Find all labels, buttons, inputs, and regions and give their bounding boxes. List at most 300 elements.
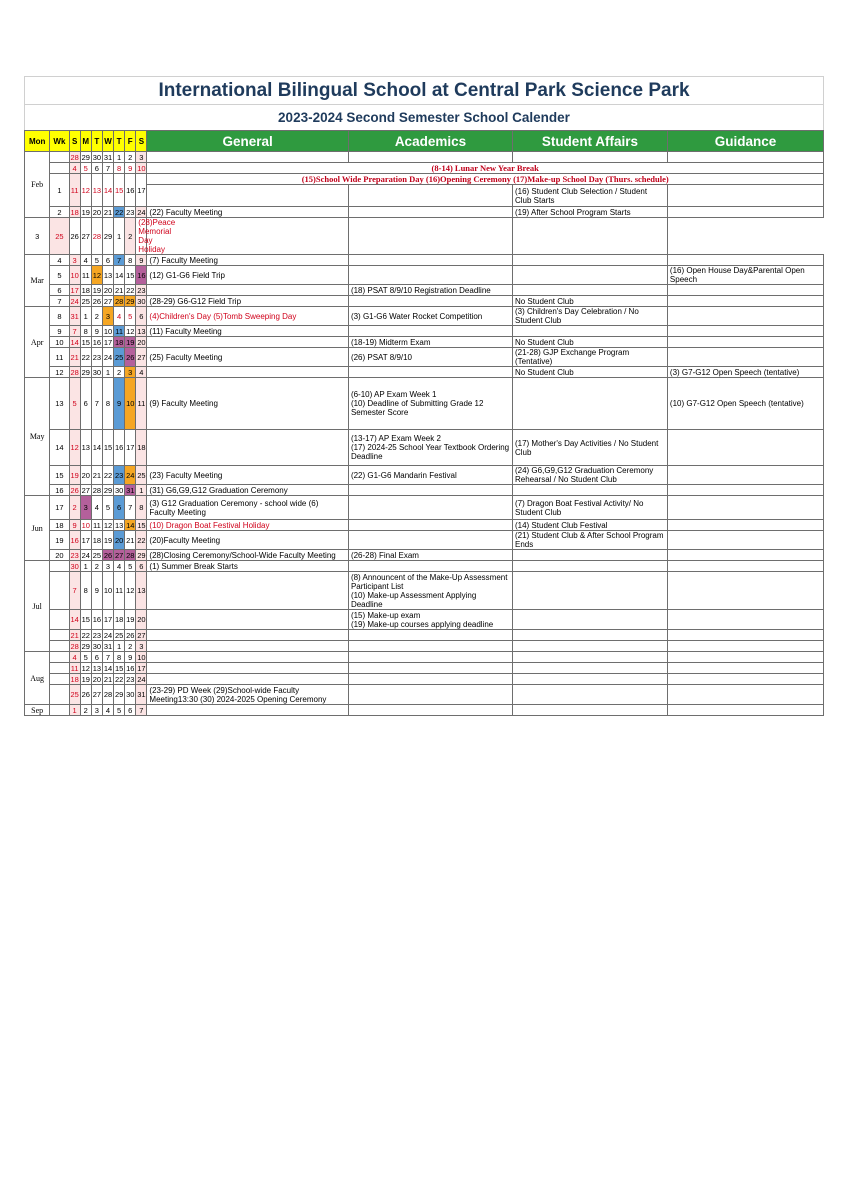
day-cell: 4 (91, 496, 102, 520)
day-cell: 17 (70, 285, 79, 295)
general-event (147, 663, 349, 674)
week-number (50, 641, 69, 652)
day-cell: 23 (137, 285, 146, 295)
day-cell: 21 (114, 285, 124, 295)
academics-event-text: (10) Deadline of Submitting Grade 12 Semester Score (350, 399, 484, 417)
day-cell: 7 (69, 572, 80, 610)
academics-event (348, 255, 512, 266)
calendar-body (25, 152, 824, 716)
academics-event-text: (10) Make-up Assessment Applying Deadline (350, 590, 477, 609)
day-cell: 16 (91, 610, 102, 630)
student-affairs-event-text: No Student Club (514, 367, 574, 377)
day-cell: 31 (126, 485, 135, 495)
general-event (147, 641, 349, 652)
day-cell: 17 (137, 663, 146, 673)
day-cell: 11 (69, 174, 80, 207)
guidance-event (667, 674, 823, 685)
academics-event (348, 326, 512, 337)
day-cell: 18 (136, 430, 147, 466)
column-header-guidance: Guidance (667, 131, 823, 152)
day-cell: 17 (103, 337, 113, 347)
column-header-week: Wk (50, 131, 69, 152)
day-cell: 28 (114, 296, 124, 306)
table-row (25, 218, 824, 255)
student-affairs-event-text: (7) Dragon Boat Festival Activity/ No Student Club (514, 498, 644, 517)
day-cell: 20 (137, 337, 146, 347)
week-number (50, 705, 69, 716)
general-event-text: (4)Children's Day (5)Tomb Sweeping Day (149, 311, 297, 321)
week-number: 11 (50, 348, 69, 367)
student-affairs-event-text: (17) Mother's Day Activities / No Student Club (514, 438, 659, 457)
general-event (147, 466, 349, 485)
day-cell: 11 (92, 520, 101, 530)
day-cell: 2 (114, 367, 125, 378)
student-affairs-event (512, 610, 667, 630)
student-affairs-event-text: No Student Club (514, 296, 574, 306)
general-event-text: (10) Dragon Boat Festival Holiday (149, 520, 270, 530)
day-cell: 29 (103, 485, 113, 495)
day-cell: 23 (70, 550, 79, 560)
day-cell: 27 (81, 485, 90, 495)
academics-event (348, 610, 512, 630)
day-cell: 4 (102, 705, 113, 716)
day-cell: 28 (102, 685, 113, 705)
day-cell: 28 (70, 152, 79, 162)
table-row (25, 663, 824, 674)
week-number: 2 (50, 207, 69, 218)
guidance-event (667, 641, 823, 652)
week-number: 9 (50, 326, 69, 337)
academics-event-text: (22) G1-G6 Mandarin Festival (350, 470, 457, 480)
day-cell: 17 (80, 531, 91, 550)
day-cell: 1 (80, 307, 91, 326)
day-cell: 18 (81, 285, 90, 295)
academics-event (348, 630, 512, 641)
academics-event (348, 152, 512, 163)
student-affairs-event-text: (19) After School Program Starts (514, 207, 631, 217)
day-cell: 19 (125, 610, 136, 630)
day-cell: 22 (114, 674, 124, 684)
day-cell: 19 (81, 674, 90, 684)
table-row (25, 674, 824, 685)
academics-event (348, 496, 512, 520)
student-affairs-event (512, 307, 667, 326)
general-event (147, 652, 349, 663)
day-cell: 21 (91, 466, 102, 485)
day-cell: 5 (80, 652, 91, 663)
column-header-day: M (80, 131, 91, 152)
student-affairs-event (512, 430, 667, 466)
day-cell: 31 (69, 307, 80, 326)
day-cell: 17 (136, 174, 147, 207)
day-cell: 12 (69, 430, 80, 466)
day-cell: 3 (125, 367, 136, 378)
academics-event (348, 337, 512, 348)
day-cell: 4 (114, 307, 125, 326)
general-event (147, 285, 349, 296)
day-cell: 21 (103, 674, 113, 684)
guidance-event-text: (16) Open House Day&Parental Open Speech (669, 266, 805, 284)
day-cell: 28 (70, 367, 79, 377)
week-number (50, 163, 69, 174)
day-cell: 16 (126, 663, 135, 673)
day-cell: 10 (125, 378, 136, 430)
table-row (25, 466, 824, 485)
day-cell: 23 (91, 348, 102, 367)
student-affairs-event (512, 685, 667, 705)
general-event (147, 326, 349, 337)
month-label: Jul (25, 561, 50, 652)
student-affairs-event (512, 572, 667, 610)
day-cell: 4 (136, 367, 147, 378)
day-cell: 21 (125, 531, 136, 550)
day-cell: 30 (70, 561, 79, 571)
month-label: Sep (25, 705, 50, 716)
academics-event (147, 218, 349, 255)
day-cell: 25 (50, 218, 69, 255)
student-affairs-event (512, 296, 667, 307)
day-cell: 15 (102, 430, 113, 466)
academics-event (348, 685, 512, 705)
general-event (147, 348, 349, 367)
day-cell: 3 (136, 641, 147, 652)
guidance-event (667, 561, 823, 572)
table-row (25, 485, 824, 496)
guidance-event (667, 485, 823, 496)
day-cell: 12 (91, 266, 102, 285)
day-cell: 18 (70, 674, 79, 684)
week-number: 10 (50, 337, 69, 348)
day-cell: 21 (103, 207, 113, 217)
day-cell: 8 (80, 572, 91, 610)
day-cell: 10 (102, 572, 113, 610)
day-cell: 12 (81, 663, 90, 673)
day-cell: 24 (70, 296, 79, 306)
day-cell: 23 (114, 466, 125, 485)
day-cell: 28 (126, 550, 135, 560)
guidance-event (667, 610, 823, 630)
general-event (147, 572, 349, 610)
guidance-event-text: (3) G7-G12 Open Speech (tentative) (669, 367, 800, 377)
day-cell: 29 (81, 641, 90, 651)
guidance-event (667, 550, 823, 561)
day-cell: 27 (91, 685, 102, 705)
academics-event (348, 705, 512, 716)
guidance-event (667, 466, 823, 485)
student-affairs-event (512, 520, 667, 531)
general-event (136, 218, 176, 255)
day-cell: 30 (92, 152, 102, 162)
column-header-day: S (69, 131, 80, 152)
day-cell: 22 (102, 466, 113, 485)
day-cell: 14 (103, 663, 113, 673)
day-cell: 19 (92, 285, 102, 295)
student-affairs-event (512, 466, 667, 485)
general-event (147, 520, 349, 531)
general-event-text: (11) Faculty Meeting (149, 326, 222, 336)
day-cell: 23 (126, 207, 135, 217)
academics-event-text: (26) PSAT 8/9/10 (350, 352, 413, 362)
week-number: 18 (50, 520, 69, 531)
guidance-event (667, 520, 823, 531)
table-row (25, 285, 824, 296)
general-event-text: (23) Faculty Meeting (149, 470, 223, 480)
general-event (147, 630, 349, 641)
general-event (147, 367, 349, 378)
day-cell: 29 (126, 296, 135, 306)
day-cell: 17 (125, 430, 136, 466)
academics-event (348, 285, 512, 296)
day-cell: 12 (125, 572, 136, 610)
general-event (147, 207, 349, 218)
guidance-event (667, 652, 823, 663)
day-cell: 11 (70, 663, 79, 673)
day-cell: 18 (114, 610, 125, 630)
day-cell: 9 (91, 326, 102, 337)
guidance-event (667, 496, 823, 520)
table-row (25, 641, 824, 652)
week-number: 1 (50, 174, 69, 207)
day-cell: 5 (125, 307, 136, 326)
day-cell: 20 (136, 610, 147, 630)
day-cell: 12 (80, 174, 91, 207)
day-cell: 21 (70, 630, 79, 640)
day-cell: 26 (70, 485, 79, 495)
table-row (25, 266, 824, 285)
academics-event-text: (13-17) AP Exam Week 2 (350, 434, 441, 443)
day-cell: 2 (91, 561, 102, 572)
student-affairs-event-text: No Student Club (514, 337, 574, 347)
day-cell: 15 (80, 610, 91, 630)
general-event (147, 307, 349, 326)
day-cell: 27 (80, 218, 91, 255)
table-row (25, 307, 824, 326)
week-number: 20 (50, 550, 69, 561)
page-subtitle: 2023-2024 Second Semester School Calender (24, 104, 824, 130)
day-cell: 1 (69, 705, 80, 716)
day-cell: 28 (70, 641, 79, 651)
general-event-text: (1) Summer Break Starts (149, 561, 238, 571)
academics-event (348, 520, 512, 531)
week-number: 16 (50, 485, 69, 496)
guidance-event (512, 218, 667, 255)
day-cell: 5 (125, 561, 136, 572)
week-number: 7 (50, 296, 69, 307)
day-cell: 13 (102, 266, 113, 285)
day-cell: 30 (92, 641, 102, 651)
student-affairs-event (512, 531, 667, 550)
academics-event-text: (8) Announcent of the Make-Up Assessment Participant List (350, 572, 508, 591)
day-cell: 14 (70, 337, 79, 347)
day-cell: 28 (91, 218, 102, 255)
table-row (25, 152, 824, 163)
day-cell: 2 (91, 307, 102, 326)
day-cell: 26 (69, 218, 80, 255)
guidance-event (667, 185, 823, 207)
day-cell: 4 (69, 163, 80, 174)
general-event (147, 496, 349, 520)
general-event-text: (28-29) G6-G12 Field Trip (149, 296, 242, 306)
day-cell: 11 (115, 326, 123, 336)
general-event-text: (25) Faculty Meeting (149, 352, 223, 362)
day-cell: 8 (80, 326, 91, 337)
day-cell: 16 (69, 531, 80, 550)
calendar-sheet (24, 76, 824, 716)
day-cell: 26 (125, 348, 136, 367)
day-cell: 11 (114, 572, 125, 610)
academics-event (348, 430, 512, 466)
day-cell: 27 (103, 296, 113, 306)
day-cell: 25 (114, 348, 125, 367)
day-cell: 1 (114, 152, 125, 163)
week-number (50, 630, 69, 641)
day-cell: 6 (91, 652, 102, 663)
general-event (147, 531, 349, 550)
table-row (25, 531, 824, 550)
day-cell: 13 (114, 520, 124, 530)
day-cell: 27 (137, 630, 146, 640)
week-number (50, 652, 69, 663)
day-cell: 13 (136, 572, 147, 610)
day-cell: 22 (126, 285, 135, 295)
week-number (50, 152, 69, 163)
week-number (50, 610, 69, 630)
day-cell: 6 (136, 561, 147, 572)
table-row (25, 296, 824, 307)
table-row (25, 685, 824, 705)
day-cell: 11 (136, 378, 147, 430)
column-header-month: Mon (25, 131, 50, 152)
table-row (25, 652, 824, 663)
academics-event (348, 307, 512, 326)
general-event (147, 185, 349, 207)
student-affairs-event (512, 705, 667, 716)
day-cell: 14 (102, 174, 113, 207)
day-cell: 3 (69, 255, 80, 266)
student-affairs-event (512, 641, 667, 652)
day-cell: 13 (80, 430, 91, 466)
day-cell: 3 (136, 152, 147, 163)
day-cell: 24 (103, 630, 113, 640)
guidance-event (667, 367, 823, 378)
table-row (25, 337, 824, 348)
academics-event-text: (15) Make-up exam (350, 610, 421, 620)
table-row (25, 174, 824, 185)
span-event: (8-14) Lunar New Year Break (147, 163, 824, 174)
column-header-student-affairs: Student Affairs (512, 131, 667, 152)
column-header-academics: Academics (348, 131, 512, 152)
student-affairs-event-text: (21-28) GJP Exchange Program (Tentative) (514, 348, 630, 366)
day-cell: 25 (69, 685, 80, 705)
week-number: 5 (50, 266, 69, 285)
academics-event (348, 550, 512, 561)
guidance-event (667, 296, 823, 307)
day-cell: 20 (92, 674, 102, 684)
day-cell: 21 (69, 348, 80, 367)
student-affairs-event-text: (21) Student Club & After School Program Ends (514, 531, 664, 549)
day-cell: 9 (114, 378, 125, 430)
academics-event (348, 652, 512, 663)
academics-event (348, 207, 512, 218)
day-cell: 6 (80, 378, 91, 430)
student-affairs-event (348, 218, 512, 255)
week-number (50, 685, 69, 705)
general-event-text: (7) Faculty Meeting (149, 255, 218, 265)
day-cell: 3 (102, 307, 113, 326)
academics-event-text: (19) Make-up courses applying deadline (350, 619, 494, 629)
week-number: 8 (50, 307, 69, 326)
general-event-text: (28)Peace Memorial Day Holiday (138, 218, 176, 254)
general-event (147, 674, 349, 685)
column-header-day: T (114, 131, 125, 152)
week-number: 13 (50, 378, 69, 430)
table-row (25, 430, 824, 466)
day-cell: 7 (136, 705, 147, 716)
day-cell: 25 (81, 296, 90, 306)
month-label: May (25, 378, 50, 496)
page-title: International Bilingual School at Central Park Science Park (24, 76, 824, 104)
day-cell: 8 (114, 652, 125, 663)
day-cell: 1 (114, 641, 125, 652)
day-cell: 2 (69, 496, 80, 520)
column-header-day: T (91, 131, 102, 152)
day-cell: 12 (103, 520, 113, 530)
student-affairs-event (512, 185, 667, 207)
student-affairs-event (512, 496, 667, 520)
student-affairs-event-text: (14) Student Club Festival (514, 520, 608, 530)
day-cell: 19 (126, 337, 135, 347)
table-row (25, 367, 824, 378)
guidance-event (667, 430, 823, 466)
day-cell: 6 (102, 255, 113, 266)
day-cell: 5 (102, 496, 113, 520)
day-cell: 14 (69, 610, 80, 630)
general-event (147, 561, 349, 572)
month-label: Jun (25, 496, 50, 561)
student-affairs-event (512, 266, 667, 285)
general-event-text: (22) Faculty Meeting (149, 207, 223, 217)
guidance-event (667, 378, 823, 430)
guidance-event (667, 572, 823, 610)
general-event (147, 685, 349, 705)
guidance-event (667, 337, 823, 348)
academics-event (348, 367, 512, 378)
day-cell: 2 (125, 152, 136, 163)
day-cell: 26 (80, 685, 91, 705)
day-cell: 16 (136, 266, 147, 285)
week-number (50, 561, 69, 572)
day-cell: 16 (125, 174, 136, 207)
guidance-event (667, 348, 823, 367)
day-cell: 27 (136, 348, 147, 367)
day-cell: 10 (103, 326, 113, 336)
day-cell: 30 (114, 485, 124, 495)
general-event (147, 550, 349, 561)
day-cell: 2 (80, 705, 91, 716)
academics-event (348, 185, 512, 207)
day-cell: 30 (137, 296, 146, 306)
academics-event-text: (18) PSAT 8/9/10 Registration Deadline (350, 285, 491, 295)
day-cell: 19 (102, 531, 113, 550)
day-cell: 1 (114, 218, 125, 255)
day-cell: 4 (69, 652, 80, 663)
day-cell: 9 (125, 163, 136, 174)
day-cell: 31 (103, 152, 113, 162)
header-row (25, 131, 824, 152)
guidance-event (667, 307, 823, 326)
day-cell: 26 (126, 630, 135, 640)
student-affairs-event (512, 152, 667, 163)
